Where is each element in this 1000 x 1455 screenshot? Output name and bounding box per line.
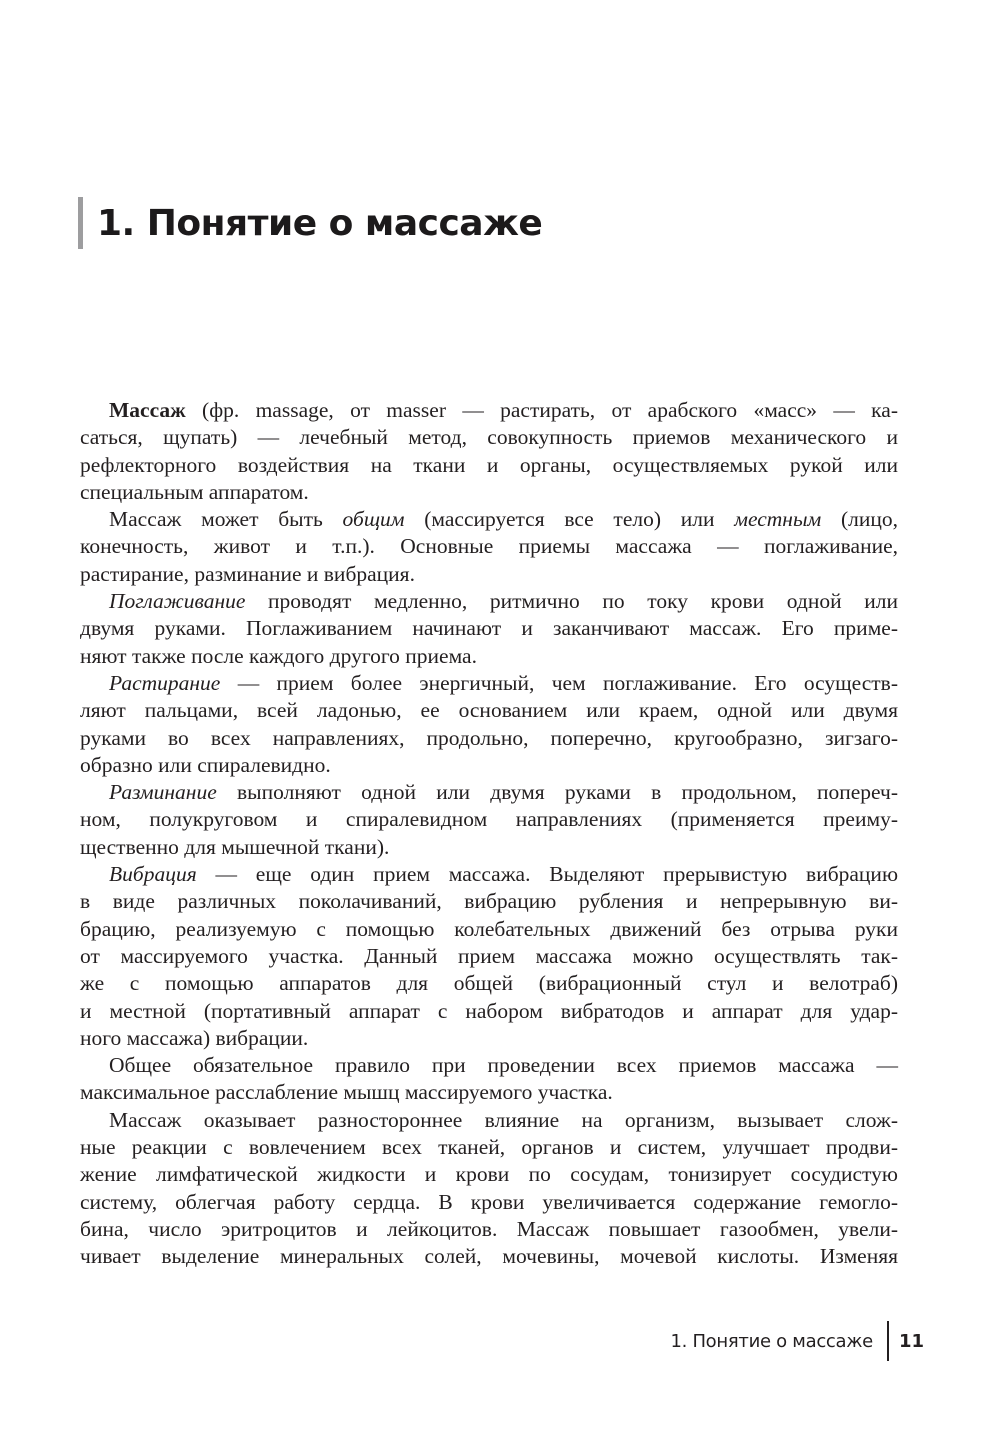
text-run: — прием более энергичный, чем поглаживание. Его осуществ- xyxy=(220,670,898,695)
text-line xyxy=(80,1025,898,1052)
text-line xyxy=(80,725,898,752)
italic-term: местным xyxy=(734,507,822,532)
text-line xyxy=(80,834,898,861)
text-line xyxy=(80,752,898,779)
text-line xyxy=(80,561,898,588)
text-line xyxy=(80,779,898,806)
text-run: Общее обязательное правило при проведении всех приемов массажа — xyxy=(109,1053,898,1078)
text-run: двумя руками. Поглаживанием начинают и заканчивают массаж. Его приме- xyxy=(80,616,898,641)
heading-accent-bar xyxy=(78,197,83,249)
paragraph xyxy=(80,861,898,1052)
text-run: от массируемого участка. Данный прием массажа можно осуществлять так- xyxy=(80,943,898,968)
text-line xyxy=(80,1107,898,1134)
text-run: ные реакции с вовлечением всех тканей, органов и систем, улучшает продви- xyxy=(80,1135,898,1160)
text-run: жение лимфатической жидкости и крови по сосудам, тонизирует сосудистую xyxy=(80,1162,898,1187)
text-line xyxy=(80,424,898,451)
text-line xyxy=(80,479,898,506)
text-run: Массаж может быть xyxy=(109,507,343,532)
italic-term: Растирание xyxy=(109,670,221,695)
text-run: ном, полукруговом и спиралевидном направлениях (применяется преиму- xyxy=(80,807,898,832)
text-run: щественно для мышечной ткани). xyxy=(80,834,390,859)
text-run: ляют пальцами, всей ладонью, ее основанием или краем, одной или двумя xyxy=(80,698,898,723)
text-line xyxy=(80,916,898,943)
italic-term: Вибрация xyxy=(109,862,197,887)
footer-divider xyxy=(887,1321,889,1361)
text-line xyxy=(80,506,898,533)
text-run: проводят медленно, ритмично по току крови одной или xyxy=(245,589,898,614)
text-run: выполняют одной или двумя руками в продольном, попереч- xyxy=(216,780,898,805)
text-line xyxy=(80,588,898,615)
running-title: 1. Понятие о массаже xyxy=(670,1330,873,1352)
text-run: (лицо, xyxy=(821,507,898,532)
text-line xyxy=(80,397,898,424)
text-run: Массаж оказывает разностороннее влияние на организм, вызывает слож- xyxy=(109,1107,898,1132)
text-line xyxy=(80,1216,898,1243)
text-line xyxy=(80,1243,898,1270)
text-run: бина, число эритроцитов и лейкоцитов. Массаж повышает газообмен, увели- xyxy=(80,1216,898,1241)
text-run: руками во всех направлениях, продольно, поперечно, кругообразно, зигзаго- xyxy=(80,725,898,750)
text-line xyxy=(80,970,898,997)
paragraph xyxy=(80,779,898,861)
bold-term: Массаж xyxy=(109,398,186,422)
text-line xyxy=(80,670,898,697)
text-run: же с помощью аппаратов для общей (вибрационный стул и велотраб) xyxy=(80,971,898,996)
text-run: максимальное расслабление мышц массируемого участка. xyxy=(80,1080,613,1105)
page-footer xyxy=(670,1321,924,1361)
text-run: няют также после каждого другого приема. xyxy=(80,643,477,668)
text-line xyxy=(80,1134,898,1161)
chapter-title: 1. Понятие о массаже xyxy=(97,202,543,244)
paragraph xyxy=(80,588,898,670)
text-line xyxy=(80,1079,898,1106)
text-line xyxy=(80,861,898,888)
text-run: конечность, живот и т.п.). Основные приемы массажа — поглаживание, xyxy=(80,534,898,559)
text-run: растирание, разминание и вибрация. xyxy=(80,561,415,586)
text-run: рефлекторного воздействия на ткани и органы, осуществляемых рукой или xyxy=(80,452,898,477)
paragraph xyxy=(80,506,898,588)
text-line xyxy=(80,998,898,1025)
paragraph xyxy=(80,670,898,779)
text-line xyxy=(80,452,898,479)
text-line xyxy=(80,697,898,724)
text-run: саться, щупать) — лечебный метод, совокупность приемов механического и xyxy=(80,425,898,450)
text-run: (массируется все тело) или xyxy=(404,507,735,532)
page-number: 11 xyxy=(898,1330,924,1352)
text-run: брацию, реализуемую с помощью колебательных движений без отрыва руки xyxy=(80,916,898,941)
italic-term: общим xyxy=(342,507,405,532)
text-run: и местной (портативный аппарат с набором вибратодов и аппарат для удар- xyxy=(80,998,898,1023)
text-line xyxy=(80,806,898,833)
text-run: систему, облегчая работу сердца. В крови увеличивается содержание гемогло- xyxy=(80,1189,898,1214)
text-line xyxy=(80,615,898,642)
text-line xyxy=(80,533,898,560)
text-line xyxy=(80,888,898,915)
italic-term: Поглаживание xyxy=(109,589,246,614)
text-line xyxy=(80,643,898,670)
text-run: чивает выделение минеральных солей, мочевины, мочевой кислоты. Изменяя xyxy=(80,1244,898,1269)
text-run: образно или спиралевидно. xyxy=(80,752,331,777)
paragraph xyxy=(80,397,898,506)
text-line xyxy=(80,1189,898,1216)
italic-term: Разминание xyxy=(109,780,217,805)
text-run: (фр. massage, от masser — растирать, от арабского «масс» — ка- xyxy=(185,398,898,422)
text-run: — еще один прием массажа. Выделяют прерывистую вибрацию xyxy=(196,862,898,887)
text-run: ного массажа) вибрации. xyxy=(80,1025,309,1050)
body-text xyxy=(80,397,898,1271)
paragraph xyxy=(80,1052,898,1107)
text-run: в виде различных поколачиваний, вибрацию рубления и непрерывную ви- xyxy=(80,889,898,914)
chapter-heading xyxy=(78,197,542,249)
text-run: специальным аппаратом. xyxy=(80,479,309,504)
text-line xyxy=(80,943,898,970)
paragraph xyxy=(80,1107,898,1271)
text-line xyxy=(80,1052,898,1079)
text-line xyxy=(80,1161,898,1188)
